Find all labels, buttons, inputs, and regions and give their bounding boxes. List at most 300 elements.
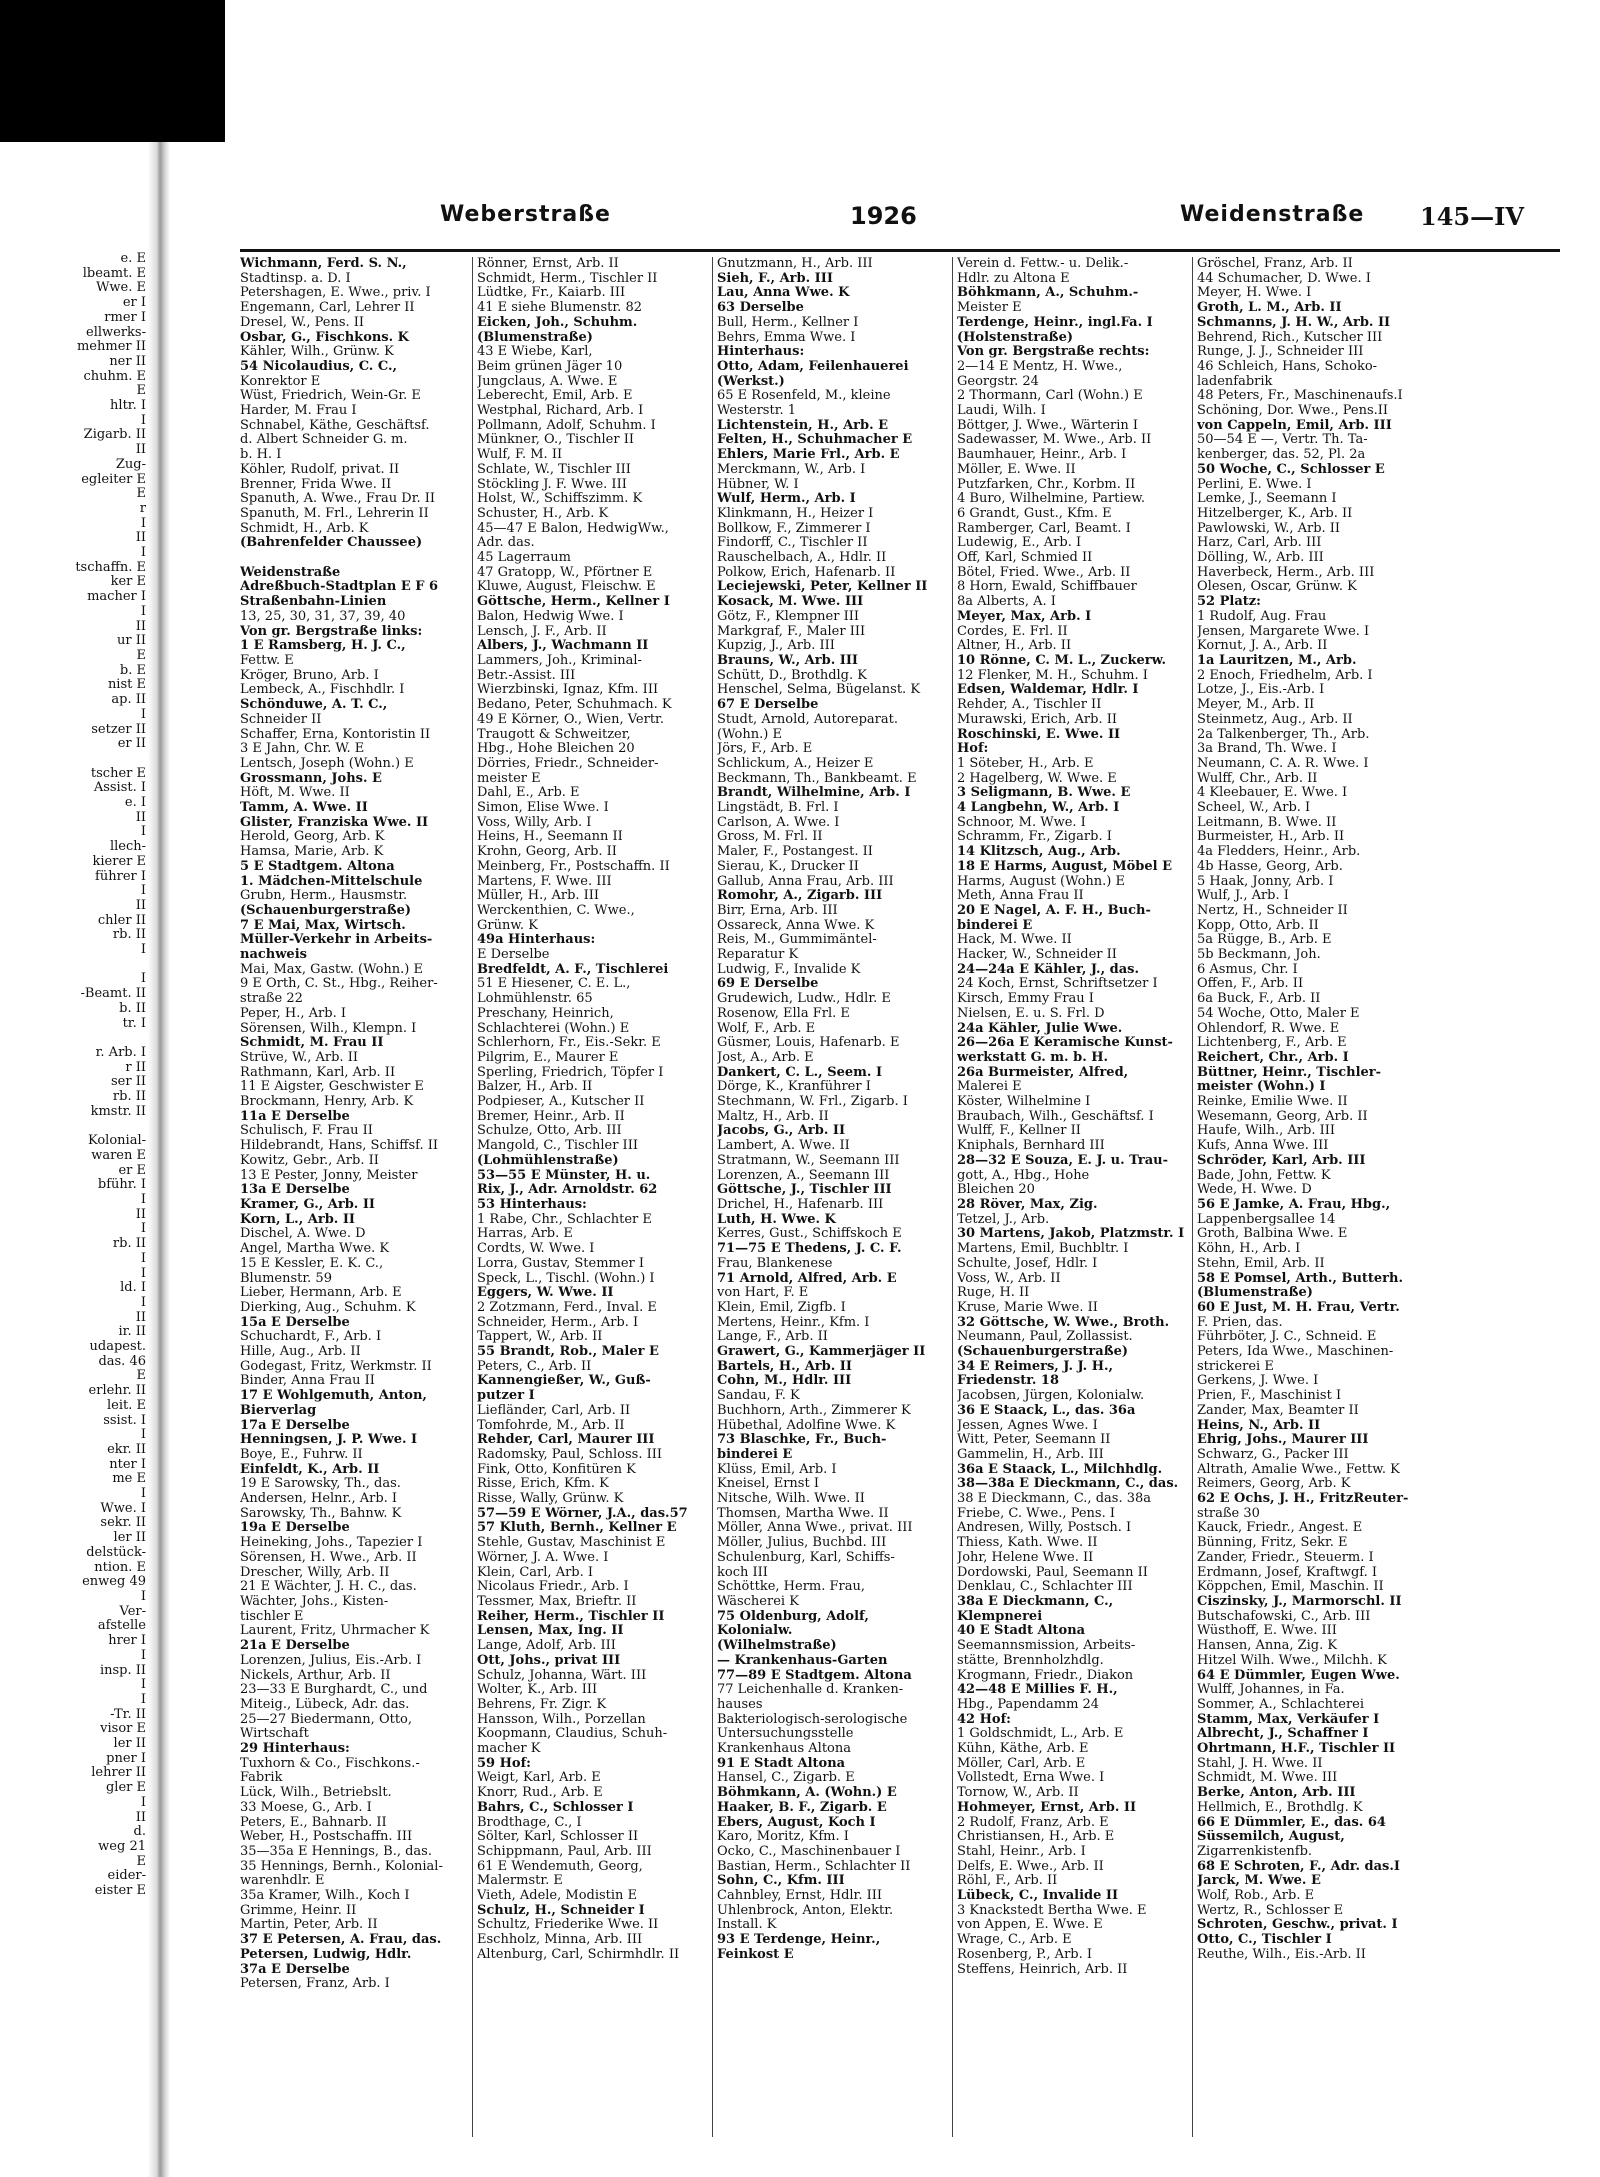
directory-entry: Voss, W., Arb. II bbox=[957, 1271, 1061, 1286]
directory-entry: — Krankenhaus-Garten bbox=[717, 1653, 888, 1668]
directory-entry: Meister E bbox=[957, 301, 1022, 316]
directory-entry: Fink, Otto, Konfitüren K bbox=[477, 1462, 636, 1477]
left-page-text-fragment: afstelle bbox=[97, 1618, 146, 1634]
directory-entry: Ebers, August, Koch I bbox=[717, 1815, 876, 1830]
directory-entry: Betr.-Assist. III bbox=[477, 668, 576, 683]
directory-entry: Schlickum, A., Heizer E bbox=[717, 756, 874, 771]
directory-entry: 13 E Pester, Jonny, Meister bbox=[240, 1168, 418, 1183]
directory-entry: Hohmeyer, Ernst, Arb. II bbox=[957, 1800, 1137, 1815]
directory-entry: Bedano, Peter, Schuhmach. K bbox=[477, 698, 672, 713]
left-page-text-fragment: kmstr. II bbox=[90, 1103, 146, 1119]
directory-entry: 34 E Reimers, J. J. H., bbox=[957, 1359, 1114, 1374]
directory-entry: 53—55 E Münster, H. u. bbox=[477, 1168, 651, 1183]
directory-entry: Preschany, Heinrich, bbox=[477, 1006, 614, 1021]
directory-entry: Schuster, H., Arb. K bbox=[477, 506, 609, 521]
directory-entry: Lorenzen, Julius, Eis.-Arb. I bbox=[240, 1653, 422, 1668]
directory-entry: Kneisel, Ernst I bbox=[717, 1477, 819, 1492]
directory-entry: Hdlr. zu Altona E bbox=[957, 271, 1070, 286]
directory-entry: 11 E Aigster, Geschwister E bbox=[240, 1080, 424, 1095]
directory-entry: Lensen, Max, Ing. II bbox=[477, 1624, 624, 1639]
directory-entry: Gnutzmann, H., Arb. III bbox=[717, 257, 873, 271]
directory-entry: (Blumenstraße) bbox=[477, 330, 593, 345]
directory-entry: binderei E bbox=[717, 1447, 793, 1462]
directory-entry: Kannengießer, W., Guß- bbox=[477, 1374, 651, 1389]
directory-entry: 28—32 E Souza, E. J. u. Trau- bbox=[957, 1153, 1169, 1168]
directory-entry: Gross, M. Frl. II bbox=[717, 830, 823, 845]
directory-entry: 59 Hof: bbox=[477, 1756, 531, 1771]
left-page-text-fragment: tschaffn. E bbox=[75, 559, 146, 575]
left-page-text-fragment: II bbox=[135, 442, 146, 458]
directory-entry: Harms, August (Wohn.) E bbox=[957, 874, 1125, 889]
directory-entry: Altenburg, Carl, Schirmhdlr. II bbox=[477, 1947, 680, 1962]
directory-entry: Spanuth, A. Wwe., Frau Dr. II bbox=[240, 492, 436, 507]
directory-entry: Offen, F., Arb. II bbox=[1197, 977, 1304, 992]
header-year: 1926 bbox=[850, 202, 917, 230]
directory-entry: Nielsen, E. u. S. Frl. D bbox=[957, 1006, 1105, 1021]
directory-entry: 35a Kramer, Wilh., Koch I bbox=[240, 1889, 410, 1904]
directory-entry: Dischel, A. Wwe. D bbox=[240, 1227, 366, 1242]
left-page-text-fragment: leit. E bbox=[107, 1397, 146, 1413]
header-street-start: Weberstraße bbox=[440, 202, 611, 227]
directory-entry: Harz, Carl, Arb. III bbox=[1197, 536, 1322, 551]
directory-entry: 50 Woche, C., Schlosser E bbox=[1197, 462, 1385, 477]
directory-entry: 21a E Derselbe bbox=[240, 1639, 350, 1654]
left-page-text-fragment: I bbox=[140, 1677, 146, 1693]
left-page-text-fragment: e. I bbox=[124, 795, 146, 811]
left-page-text-fragment: rb. II bbox=[112, 1089, 146, 1105]
directory-entry: Meyer, H. Wwe. I bbox=[1197, 286, 1312, 301]
directory-entry: Tappert, W., Arb. II bbox=[477, 1330, 603, 1345]
directory-entry: Meyer, Max, Arb. I bbox=[957, 609, 1092, 624]
directory-entry: Andersen, Helnr., Arb. I bbox=[240, 1492, 398, 1507]
directory-entry: 66 E Dümmler, E., das. 64 bbox=[1197, 1815, 1386, 1830]
directory-entry: 5 Haak, Jonny, Arb. I bbox=[1197, 874, 1334, 889]
directory-entry: Hansson, Wilh., Porzellan bbox=[477, 1712, 646, 1727]
directory-entry: Lorenzen, A., Seemann III bbox=[717, 1168, 890, 1183]
directory-entry: straße 30 bbox=[1197, 1506, 1260, 1521]
left-page-text-fragment: I bbox=[140, 1192, 146, 1207]
directory-entry: Grimme, Heinr. II bbox=[240, 1903, 357, 1918]
left-page-text-fragment: r II bbox=[125, 1059, 146, 1075]
directory-entry: Strüve, W., Arb. II bbox=[240, 1050, 358, 1065]
left-page-text-fragment: d. bbox=[133, 1824, 146, 1840]
directory-entry: Behrs, Emma Wwe. I bbox=[717, 330, 856, 345]
directory-entry: Dahl, E., Arb. E bbox=[477, 786, 580, 801]
left-page-text-fragment: rb. II bbox=[112, 927, 146, 943]
left-page-text-fragment: E bbox=[136, 1368, 146, 1384]
directory-entry: koch III bbox=[717, 1565, 768, 1580]
directory-entry: Murawski, Erich, Arb. II bbox=[957, 712, 1117, 727]
directory-entry: Hübner, W. I bbox=[717, 477, 799, 492]
directory-entry: Reinke, Emilie Wwe. II bbox=[1197, 1095, 1348, 1110]
directory-entry: 10 Rönne, C. M. L., Zuckerw. bbox=[957, 653, 1167, 668]
directory-entry: Sierau, K., Drucker II bbox=[717, 859, 859, 874]
left-page-text-fragment: II bbox=[135, 1809, 146, 1825]
directory-entry: Petershagen, E. Wwe., priv. I bbox=[240, 286, 431, 301]
left-page-text-fragment: hltr. I bbox=[110, 398, 146, 414]
directory-entry: Schuchardt, F., Arb. I bbox=[240, 1330, 382, 1345]
directory-entry: Bollkow, F., Zimmerer I bbox=[717, 521, 871, 536]
directory-entry: Mangold, C., Tischler III bbox=[477, 1139, 638, 1154]
directory-entry: Nitsche, Wilh. Wwe. II bbox=[717, 1492, 865, 1507]
left-page-text-fragment: Wwe. I bbox=[100, 1500, 146, 1516]
directory-entry: Köppchen, Emil, Maschin. II bbox=[1197, 1580, 1384, 1595]
directory-entry: Bull, Herm., Kellner I bbox=[717, 315, 859, 330]
directory-entry: Radomsky, Paul, Schloss. III bbox=[477, 1447, 663, 1462]
directory-entry: Schnabel, Käthe, Geschäftsf. bbox=[240, 418, 430, 433]
directory-entry: Balzer, H., Arb. II bbox=[477, 1080, 593, 1095]
directory-entry: Kopp, Otto, Arb. II bbox=[1197, 918, 1319, 933]
directory-entry: Off, Karl, Schmied II bbox=[957, 551, 1093, 566]
directory-entry: Weigt, Karl, Arb. E bbox=[477, 1771, 601, 1786]
directory-entry bbox=[240, 551, 467, 566]
directory-entry: Büttner, Heinr., Tischler- bbox=[1197, 1065, 1382, 1080]
directory-entry: Stehn, Emil, Arb. II bbox=[1197, 1256, 1325, 1271]
directory-entry: 58 E Pomsel, Arth., Butterh. bbox=[1197, 1271, 1404, 1286]
left-page-text-fragment: I bbox=[140, 545, 146, 561]
directory-entry: 42—48 E Millies F. H., bbox=[957, 1683, 1118, 1698]
directory-entry: Lemke, J., Seemann I bbox=[1197, 492, 1337, 507]
directory-entry: F. Prien, das. bbox=[1197, 1315, 1283, 1330]
directory-entry: Albers, J., Wachmann II bbox=[477, 639, 649, 654]
directory-entry: (Bahrenfelder Chaussee) bbox=[240, 536, 423, 551]
directory-entry: Lotze, J., Eis.-Arb. I bbox=[1197, 683, 1325, 698]
directory-entry: 60 E Just, M. H. Frau, Vertr. bbox=[1197, 1300, 1400, 1315]
directory-entry: Lammers, Joh., Kriminal- bbox=[477, 653, 642, 668]
directory-entry: 23—33 E Burghardt, C., und bbox=[240, 1683, 428, 1698]
directory-entry: Lange, F., Arb. II bbox=[717, 1330, 828, 1345]
directory-entry: Meyer, M., Arb. II bbox=[1197, 698, 1315, 713]
directory-entry: Von gr. Bergstraße rechts: bbox=[957, 345, 1150, 360]
directory-entry: Krohn, Georg, Arb. II bbox=[477, 845, 617, 860]
left-page-text-fragment: E bbox=[136, 647, 146, 663]
directory-entry: Otto, Adam, Feilenhauerei bbox=[717, 359, 909, 374]
directory-entry: 57—59 E Wörner, J.A., das.57 bbox=[477, 1506, 688, 1521]
directory-entry: Miteig., Lübeck, Adr. das. bbox=[240, 1697, 410, 1712]
left-page-text-fragment: ner II bbox=[109, 353, 146, 369]
directory-entry: 26—26a E Keramische Kunst- bbox=[957, 1036, 1173, 1051]
left-page-text-fragment: delstück- bbox=[86, 1544, 146, 1560]
directory-entry: Schröder, Karl, Arb. III bbox=[1197, 1153, 1366, 1168]
directory-entry: (Wohn.) E bbox=[717, 727, 782, 742]
directory-entry: Feinkost E bbox=[717, 1947, 794, 1962]
directory-entry: 33 Moese, G., Arb. I bbox=[240, 1800, 372, 1815]
directory-entry: Leberecht, Emil, Arb. E bbox=[477, 389, 633, 404]
directory-entry: Reimers, Georg, Arb. K bbox=[1197, 1477, 1351, 1492]
directory-entry: Schippmann, Paul, Arb. III bbox=[477, 1844, 652, 1859]
directory-entry: Sörensen, H. Wwe., Arb. II bbox=[240, 1550, 417, 1565]
directory-entry: Möller, Anna Wwe., privat. III bbox=[717, 1521, 913, 1536]
directory-entry: Meinberg, Fr., Postschaffn. II bbox=[477, 859, 670, 874]
directory-entry: Butschafowski, C., Arb. III bbox=[1197, 1609, 1371, 1624]
directory-entry: 38—38a E Dieckmann, C., das. bbox=[957, 1477, 1179, 1492]
directory-entry: Müller-Verkehr in Arbeits- bbox=[240, 933, 433, 948]
address-columns bbox=[240, 257, 1560, 2137]
directory-entry: Sohn, C., Kfm. III bbox=[717, 1874, 845, 1889]
directory-entry: Ramberger, Carl, Beamt. I bbox=[957, 521, 1131, 536]
directory-entry: Ohlendorf, R. Wwe. E bbox=[1197, 1021, 1340, 1036]
directory-entry: Lübeck, C., Invalide II bbox=[957, 1889, 1119, 1904]
directory-entry: Binder, Anna Frau II bbox=[240, 1374, 375, 1389]
directory-entry: Hitzel Wilh. Wwe., Milchh. K bbox=[1197, 1653, 1387, 1668]
directory-entry: Lembeck, A., Fischhdlr. I bbox=[240, 683, 405, 698]
left-page-text-fragment: enweg 49 bbox=[82, 1574, 146, 1590]
directory-entry: Weidenstraße bbox=[240, 565, 341, 580]
left-page-text-fragment: ler II bbox=[113, 1530, 146, 1546]
directory-entry: Luth, H. Wwe. K bbox=[717, 1212, 836, 1227]
directory-entry: Leciejewski, Peter, Kellner II bbox=[717, 580, 928, 595]
left-page-text-fragment: tscher E bbox=[90, 765, 146, 781]
directory-entry: Hbg., Papendamm 24 bbox=[957, 1697, 1100, 1712]
directory-entry: von Hart, F. E bbox=[717, 1286, 809, 1301]
directory-entry: Peper, H., Arb. I bbox=[240, 1006, 346, 1021]
left-page-text-fragment: I bbox=[140, 603, 146, 619]
directory-entry: meister (Wohn.) I bbox=[1197, 1080, 1326, 1095]
directory-entry: Jörs, F., Arb. E bbox=[717, 742, 813, 757]
directory-entry: Stadtinsp. a. D. I bbox=[240, 271, 351, 286]
directory-entry: Friebe, C. Wwe., Pens. I bbox=[957, 1506, 1115, 1521]
left-page-text-fragment: nist E bbox=[107, 677, 146, 693]
directory-entry: Berke, Anton, Arb. III bbox=[1197, 1786, 1356, 1801]
directory-entry: Schultz, Friederike Wwe. II bbox=[477, 1918, 659, 1933]
left-page-text-fragment: I bbox=[140, 1427, 146, 1443]
left-page-text-fragment: I bbox=[140, 942, 146, 958]
directory-entry: Sadewasser, M. Wwe., Arb. II bbox=[957, 433, 1152, 448]
directory-entry: 73 Blaschke, Fr., Buch- bbox=[717, 1433, 887, 1448]
directory-entry: 1 Rabe, Chr., Schlachter E bbox=[477, 1212, 652, 1227]
directory-entry: Prien, F., Maschinist I bbox=[1197, 1389, 1342, 1404]
left-page-text-fragment: I bbox=[140, 971, 146, 987]
directory-entry: Blumenstr. 59 bbox=[240, 1271, 332, 1286]
directory-entry: Hinterhaus: bbox=[717, 345, 805, 360]
directory-entry: (Lohmühlenstraße) bbox=[477, 1153, 619, 1168]
directory-entry: (Blumenstraße) bbox=[1197, 1286, 1313, 1301]
left-page-text-fragment: I bbox=[140, 706, 146, 722]
left-page-text-fragment: ellwerks- bbox=[86, 324, 146, 340]
directory-entry: Osbar, G., Fischkons. K bbox=[240, 330, 409, 345]
directory-entry: Godegast, Fritz, Werkmstr. II bbox=[240, 1359, 432, 1374]
directory-entry: Schneider II bbox=[240, 712, 322, 727]
directory-entry: 65 E Rosenfeld, M., kleine bbox=[717, 389, 891, 404]
directory-entry: Wulff, Johannes, in Fa. bbox=[1197, 1683, 1345, 1698]
directory-entry: 18 E Harms, August, Möbel E bbox=[957, 859, 1172, 874]
left-page-fragment bbox=[0, 142, 150, 2177]
directory-entry: E Derselbe bbox=[477, 948, 550, 963]
left-page-text-fragment: I bbox=[140, 1294, 146, 1310]
directory-entry: straße 22 bbox=[240, 992, 303, 1007]
directory-entry: Johr, Helene Wwe. II bbox=[957, 1550, 1094, 1565]
directory-entry: Malermstr. E bbox=[477, 1874, 563, 1889]
directory-entry: Möller, E. Wwe. II bbox=[957, 462, 1076, 477]
left-page-text-fragment: I bbox=[140, 883, 146, 899]
directory-entry: Müller, H., Arb. III bbox=[477, 889, 600, 904]
directory-entry: Verein d. Fettw.- u. Delik.- bbox=[957, 257, 1129, 271]
directory-entry: Adr. das. bbox=[477, 536, 535, 551]
directory-entry: Hamsa, Marie, Arb. K bbox=[240, 845, 384, 860]
directory-entry: Wulf, J., Arb. I bbox=[1197, 889, 1289, 904]
directory-entry: 38a E Dieckmann, C., bbox=[957, 1594, 1114, 1609]
directory-entry: 15 E Kessler, E. K. C., bbox=[240, 1256, 384, 1271]
directory-entry: Ehlers, Marie Frl., Arb. E bbox=[717, 448, 900, 463]
directory-entry: Steinmetz, Aug., Arb. II bbox=[1197, 712, 1353, 727]
directory-entry: 17 E Wohlgemuth, Anton, bbox=[240, 1389, 427, 1404]
directory-entry: Install. K bbox=[717, 1918, 777, 1933]
directory-entry: Schulze, Otto, Arb. III bbox=[477, 1124, 622, 1139]
directory-entry: 36a E Staack, L., Milchhdlg. bbox=[957, 1462, 1163, 1477]
directory-entry: Mertens, Heinr., Kfm. I bbox=[717, 1315, 870, 1330]
directory-entry: 6 Asmus, Chr. I bbox=[1197, 962, 1298, 977]
directory-entry: Petersen, Franz, Arb. I bbox=[240, 1977, 390, 1992]
directory-entry: 28 Röver, Max, Zig. bbox=[957, 1198, 1098, 1212]
left-page-text-fragment: II bbox=[135, 809, 146, 825]
directory-entry: Findorff, C., Tischler II bbox=[717, 536, 868, 551]
address-column-3 bbox=[717, 257, 945, 2137]
left-page-text-fragment: bführ. I bbox=[97, 1177, 146, 1193]
left-page-text-fragment: II bbox=[135, 618, 146, 634]
left-page-text-fragment: das. 46 bbox=[98, 1353, 146, 1369]
directory-entry: Konrektor E bbox=[240, 374, 321, 389]
directory-entry: Martens, F. Wwe. III bbox=[477, 874, 612, 889]
directory-entry: Reuthe, Wilh., Eis.-Arb. II bbox=[1197, 1947, 1366, 1962]
directory-entry: Groth, L. M., Arb. II bbox=[1197, 301, 1342, 316]
address-column-4 bbox=[957, 257, 1185, 2137]
directory-entry: Ohrtmann, H.F., Tischler II bbox=[1197, 1742, 1396, 1757]
left-page-text-fragment bbox=[0, 1119, 150, 1134]
directory-entry: Cordes, E. Frl. II bbox=[957, 624, 1068, 639]
left-page-text-fragment: Kolonial- bbox=[87, 1133, 146, 1149]
directory-entry: Ludewig, E., Arb. I bbox=[957, 536, 1082, 551]
directory-entry: Wrage, C., Arb. E bbox=[957, 1933, 1072, 1948]
directory-entry: Möller, Carl, Arb. E bbox=[957, 1756, 1086, 1771]
left-page-text-fragment: pner I bbox=[106, 1750, 146, 1766]
directory-entry: Schmidt, H., Arb. K bbox=[240, 521, 369, 536]
directory-entry: Cahnbley, Ernst, Hdlr. III bbox=[717, 1889, 883, 1904]
directory-entry: Hansel, C., Zigarb. E bbox=[717, 1771, 855, 1786]
directory-entry: meister E bbox=[477, 771, 541, 786]
directory-entry: Jarck, M. Wwe. E bbox=[1197, 1874, 1321, 1889]
directory-entry: Behrens, Fr. Zigr. K bbox=[477, 1697, 607, 1712]
address-column-2 bbox=[477, 257, 705, 2137]
left-page-text-fragment: -Tr. II bbox=[110, 1706, 146, 1722]
directory-entry: 37a E Derselbe bbox=[240, 1962, 350, 1977]
left-page-text-fragment: chuhm. E bbox=[83, 368, 146, 384]
directory-entry: Rönner, Ernst, Arb. II bbox=[477, 257, 619, 271]
directory-entry: 5b Beckmann, Joh. bbox=[1197, 948, 1321, 963]
directory-entry: Simon, Elise Wwe. I bbox=[477, 801, 609, 816]
directory-entry: Wichmann, Ferd. S. N., bbox=[240, 257, 407, 271]
left-page-text-fragment: E bbox=[136, 1853, 146, 1869]
directory-entry: Schroten, Geschw., privat. I bbox=[1197, 1918, 1398, 1933]
left-page-text-fragment: I bbox=[140, 1588, 146, 1604]
directory-entry: Lieber, Hermann, Arb. E bbox=[240, 1286, 402, 1301]
directory-entry: 7 E Mai, Max, Wirtsch. bbox=[240, 918, 406, 933]
left-page-text-fragment: I bbox=[140, 412, 146, 428]
directory-entry: Lau, Anna Wwe. K bbox=[717, 286, 850, 301]
directory-entry: Grubn, Herm., Hausmstr. bbox=[240, 889, 408, 904]
directory-entry: Drichel, H., Hafenarb. III bbox=[717, 1198, 884, 1212]
directory-entry: Sperling, Friedrich, Töpfer I bbox=[477, 1065, 664, 1080]
directory-entry: Dölling, W., Arb. III bbox=[1197, 551, 1324, 566]
directory-entry: Heins, H., Seemann II bbox=[477, 830, 623, 845]
directory-entry: Zander, Max, Beamter II bbox=[1197, 1403, 1359, 1418]
directory-entry: Reis, M., Gummimäntel- bbox=[717, 933, 877, 948]
directory-entry: Vollstedt, Erna Wwe. I bbox=[957, 1771, 1105, 1786]
left-page-text-fragment: II bbox=[135, 530, 146, 546]
directory-entry: kenberger, das. 52, Pl. 2a bbox=[1197, 448, 1366, 463]
directory-entry: Jungclaus, A. Wwe. E bbox=[477, 374, 618, 389]
directory-entry: Grünw. K bbox=[477, 918, 538, 933]
directory-entry: Altrath, Amalie Wwe., Fettw. K bbox=[1197, 1462, 1400, 1477]
directory-entry: Angel, Martha Wwe. K bbox=[240, 1242, 390, 1257]
directory-entry: Kolonialw. bbox=[717, 1624, 793, 1639]
directory-entry: Schulte, Josef, Hdlr. I bbox=[957, 1256, 1098, 1271]
directory-entry: Brandt, Wilhelmine, Arb. I bbox=[717, 786, 911, 801]
directory-entry: tischler E bbox=[240, 1609, 304, 1624]
directory-entry: Straßenbahn-Linien bbox=[240, 595, 387, 610]
directory-entry: 1 Goldschmidt, L., Arb. E bbox=[957, 1727, 1124, 1742]
directory-entry: Güsmer, Louis, Hafenarb. E bbox=[717, 1036, 900, 1051]
directory-entry: Grawert, G., Kammerjäger II bbox=[717, 1345, 926, 1360]
directory-entry: Böttger, J. Wwe., Wärterin I bbox=[957, 418, 1139, 433]
directory-entry: Koopmann, Claudius, Schuh- bbox=[477, 1727, 668, 1742]
directory-entry: Hitzelberger, K., Arb. II bbox=[1197, 506, 1353, 521]
left-page-text-fragment: r bbox=[139, 500, 146, 516]
directory-entry: Hack, M. Wwe. II bbox=[957, 933, 1072, 948]
directory-entry: Ludwig, F., Invalide K bbox=[717, 962, 861, 977]
directory-entry: 24a Kähler, Julie Wwe. bbox=[957, 1021, 1123, 1036]
directory-entry: Schulenburg, Karl, Schiffs- bbox=[717, 1550, 895, 1565]
directory-entry: Henningsen, J. P. Wwe. I bbox=[240, 1433, 418, 1448]
directory-entry: Harder, M. Frau I bbox=[240, 404, 357, 419]
directory-entry: Zander, Friedr., Steuerm. I bbox=[1197, 1550, 1374, 1565]
left-page-text-fragment: eister E bbox=[94, 1883, 146, 1899]
directory-entry: Wörner, J. A. Wwe. I bbox=[477, 1550, 609, 1565]
directory-entry: 20 E Nagel, A. F. H., Buch- bbox=[957, 903, 1151, 918]
directory-entry: Wertz, R., Schlosser E bbox=[1197, 1903, 1344, 1918]
directory-entry: 43 E Wiebe, Karl, bbox=[477, 345, 593, 360]
left-page-text-fragment: I bbox=[140, 1486, 146, 1502]
directory-entry: Schramm, Fr., Zigarb. I bbox=[957, 830, 1112, 845]
directory-entry: 26a Burmeister, Alfred, bbox=[957, 1065, 1129, 1080]
directory-entry: Sarowsky, Th., Bahnw. K bbox=[240, 1506, 402, 1521]
directory-entry: 71 Arnold, Alfred, Arb. E bbox=[717, 1271, 897, 1286]
left-page-text-fragment: ser II bbox=[111, 1074, 146, 1090]
directory-entry: Birr, Erna, Arb. III bbox=[717, 903, 838, 918]
directory-entry: Drescher, Willy, Arb. II bbox=[240, 1565, 390, 1580]
directory-entry: Cordts, W. Wwe. I bbox=[477, 1242, 595, 1257]
left-page-text-fragment: r. Arb. I bbox=[95, 1044, 146, 1060]
directory-entry: Dordowski, Paul, Seemann II bbox=[957, 1565, 1148, 1580]
directory-entry: 53 Hinterhaus: bbox=[477, 1198, 587, 1212]
directory-entry: Spanuth, M. Frl., Lehrerin II bbox=[240, 506, 429, 521]
directory-entry: (Schauenburgerstraße) bbox=[957, 1345, 1128, 1360]
directory-entry: Bünning, Fritz, Sekr. E bbox=[1197, 1536, 1348, 1551]
directory-entry: Herold, Georg, Arb. K bbox=[240, 830, 385, 845]
directory-entry: Terdenge, Heinr., ingl.Fa. I bbox=[957, 315, 1153, 330]
directory-entry: Bleichen 20 bbox=[957, 1183, 1035, 1198]
directory-entry: Thomsen, Martha Wwe. II bbox=[717, 1506, 889, 1521]
directory-entry: Holst, W., Schiffszimm. K bbox=[477, 492, 643, 507]
directory-entry: Haaker, B. F., Zigarb. E bbox=[717, 1800, 887, 1815]
directory-entry: Bartels, H., Arb. II bbox=[717, 1359, 852, 1374]
directory-entry: Ruge, H. II bbox=[957, 1286, 1030, 1301]
directory-entry: Stahl, Heinr., Arb. I bbox=[957, 1844, 1086, 1859]
directory-entry: 5a Rügge, B., Arb. E bbox=[1197, 933, 1332, 948]
left-page-text-fragment: waren E bbox=[91, 1147, 146, 1163]
directory-entry: Göttsche, Herm., Kellner I bbox=[477, 595, 670, 610]
directory-entry: Götz, F., Klempner III bbox=[717, 609, 859, 624]
directory-entry: Eicken, Joh., Schuhm. bbox=[477, 315, 638, 330]
